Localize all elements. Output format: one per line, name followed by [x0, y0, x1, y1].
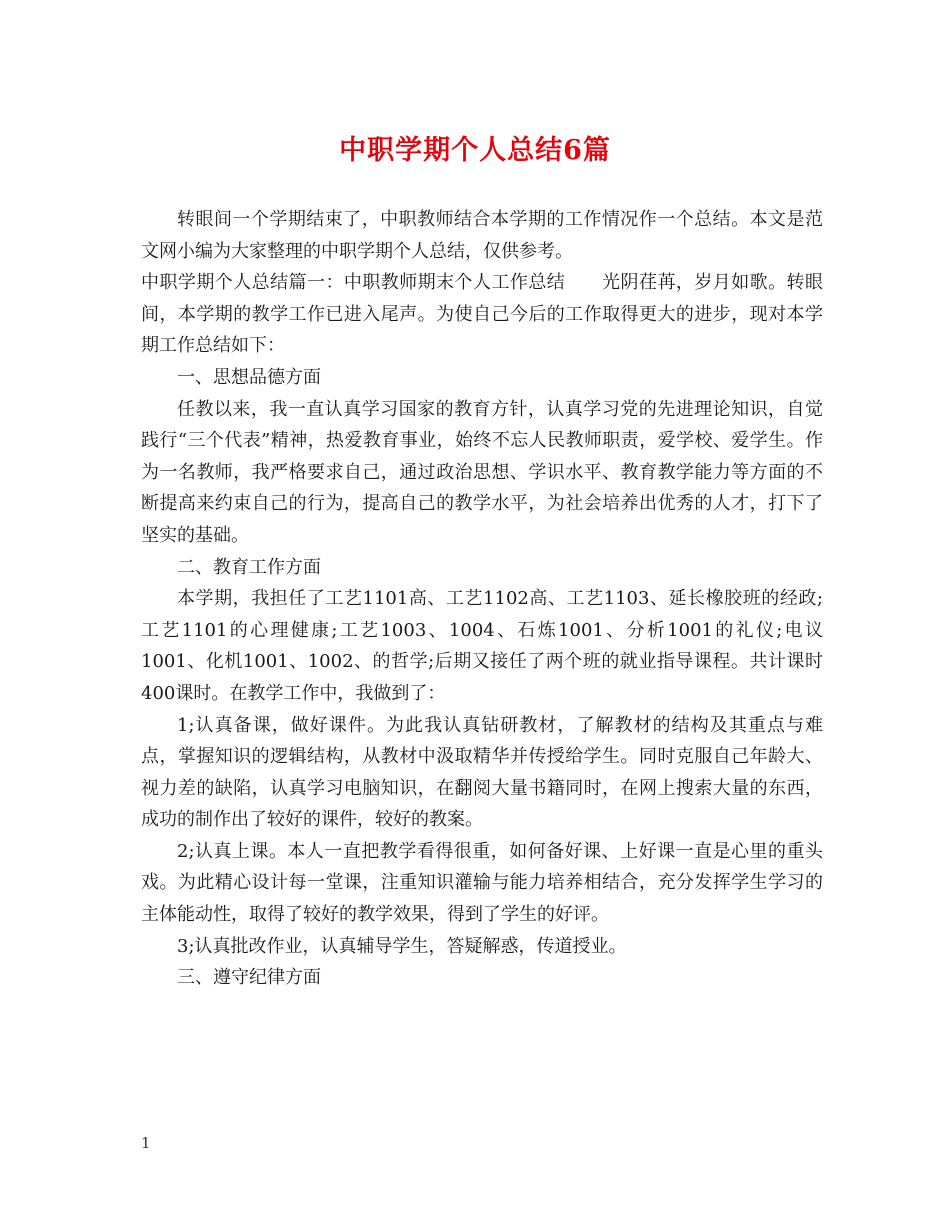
page-number: 1	[141, 1134, 151, 1152]
body-paragraph: 2;认真上课。本人一直把教学看得很重，如何备好课、上好课一直是心里的重头戏。为此精心设计每一堂课，注重知识灌输与能力培养相结合，充分发挥学生学习的主体能动性，取得了较好的教学效果，得到了学生的好评。	[141, 840, 823, 926]
body-paragraph: 1;认真备课，做好课件。为此我认真钻研教材，了解教材的结构及其重点与难点，掌握知识的逻辑结构，从教材中汲取精华并传授给学生。同时克服自己年龄大、视力差的缺陷，认真学习电脑知识，在翻阅大量书籍同时，在网上搜索大量的东西，成功的制作出了较好的课件，较好的教案。	[141, 714, 823, 831]
section-intro-paragraph: 中职学期个人总结篇一：中职教师期末个人工作总结 光阴荏苒，岁月如歌。转眼间，本学期的教学工作已进入尾声。为使自己今后的工作取得更大的进步，现对本学期工作总结如下：	[141, 272, 823, 357]
section-heading: 二、教育工作方面	[177, 556, 321, 578]
body-paragraph: 任教以来，我一直认真学习国家的教育方针，认真学习党的先进理论知识，自觉践行“三个代表”精神，热爱教育事业，始终不忘人民教师职责，爱学校、爱学生。作为一名教师，我严格要求自己，通过政治思想、学识水平、教育教学能力等方面的不断提高来约束自己的行为，提高自己的教学水平，为社会培养出优秀的人才，打下了坚实的基础。	[141, 398, 823, 546]
document-title: 中职学期个人总结6篇	[339, 135, 611, 166]
body-paragraph: 本学期，我担任了工艺1101高、工艺1102高、工艺1103、延长橡胶班的经政;工艺1101的心理健康;工艺1003、1004、石炼1001、分析1001的礼仪;电议1001、化机1001、1002、的哲学;后期又接任了两个班的就业指导课程。共计课时400课时。在教学工作中，我做到了：	[141, 588, 823, 704]
document-body	[141, 204, 823, 994]
section-heading: 三、遵守纪律方面	[177, 967, 321, 989]
section-heading: 一、思想品德方面	[177, 366, 321, 388]
intro-paragraph: 转眼间一个学期结束了，中职教师结合本学期的工作情况作一个总结。本文是范文网小编为大家整理的中职学期个人总结，仅供参考。	[141, 209, 823, 262]
body-paragraph: 3;认真批改作业，认真辅导学生，答疑解惑，传道授业。	[177, 935, 627, 957]
